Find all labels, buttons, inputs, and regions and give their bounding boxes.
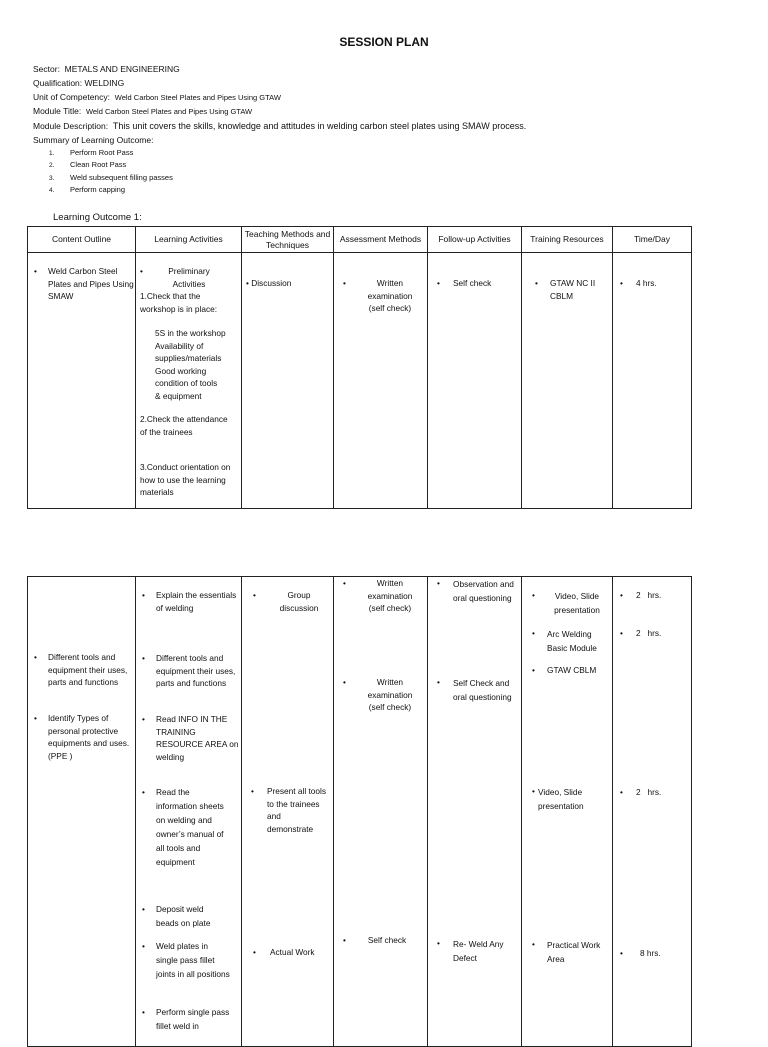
table-header-row [28,227,692,253]
bullet-icon: • [251,786,254,796]
teaching-actual-work: Actual Work [270,947,315,957]
bullet-icon: • [532,786,535,796]
outcome-item: 3. Weld subsequent filling passes [49,173,173,182]
bullet-icon: • [343,278,346,288]
time-cell [613,253,692,509]
outcome-item: 2. Clean Root Pass [49,160,127,169]
sector-value: METALS AND ENGINEERING [64,64,180,74]
bullet-icon: • [140,266,143,276]
bullet-icon: • [532,590,535,600]
resource-video-1: Video, Slide presentation [554,591,600,615]
time-value: 2 hrs. [636,628,662,638]
header-follow-up: Follow-up Activities [428,227,522,253]
bullet-icon: • [532,665,535,675]
content-outline-cell [28,253,136,509]
activity-read-info: • Read INFO IN THE TRAINING RESOURCE AREA on welding [156,713,240,763]
resource-gtaw-cblm: GTAW CBLM [547,665,597,675]
session-table-1 [27,226,692,509]
activity-tools: • Different tools and equipment their uses, parts and functions [156,652,240,690]
follow-up-cell [428,577,522,1047]
content-outline-ppe: • Identify Types of personal protective equipments and uses. (PPE ) [48,712,130,762]
bullet-icon: • [620,948,623,958]
activity-checklist: 5S in the workshop Availability of supplies/materials Good working condition of tools & equipment [155,328,226,401]
header-training-resources: Training Resources [522,227,613,253]
training-resources-cell [522,253,613,509]
activity-single-pass: • Perform single pass fillet weld in [156,1005,230,1033]
description-line: Module Description: This unit covers the skills, knowledge and attitudes in welding carbon steel plates using SMAW process. [33,121,527,131]
assessment-methods-cell [334,253,428,509]
assessment-self-check: Self check [367,935,407,945]
content-outline-text: • Weld Carbon Steel Plates and Pipes Using SMAW [48,265,134,303]
teaching-methods-cell: • Discussion [242,253,334,509]
teaching-present-tools: Present all tools to the trainees and demonstrate [267,786,327,834]
resource-video-2: Video, Slide presentation [538,787,584,811]
resource-arc-welding: Arc Welding Basic Module [547,629,597,653]
follow-up-self-check: Self Check and oral questioning [453,678,512,702]
resource-practical-area: Practical Work Area [547,940,601,964]
time-value: 2 hrs. [636,787,662,797]
bullet-icon: • [253,947,256,957]
preliminary-activities: Preliminary Activities [168,266,210,289]
qualification-line: Qualification: WELDING [33,78,125,88]
header-teaching-methods: Teaching Methods and Techniques [242,227,334,253]
bullet-icon: • [532,628,535,638]
unit-line: Unit of Competency: Weld Carbon Steel Plates and Pipes Using GTAW [33,92,281,102]
bullet-icon: • [343,677,346,687]
bullet-icon: • [620,787,623,797]
teaching-methods-cell [242,577,334,1047]
module-line: Module Title: Weld Carbon Steel Plates and Pipes Using GTAW [33,106,253,116]
activity-read-sheets: • Read the information sheets on welding and owner’s manual of all tools and equipment [156,785,228,869]
outcome-item: 1. Perform Root Pass [49,148,134,157]
assessment-text: Written examination (self check) [367,278,413,313]
time-cell [613,577,692,1047]
activity-orientation: 3.Conduct orientation on how to use the learning materials [140,462,231,497]
page-title: SESSION PLAN [339,35,429,49]
assessment-written-2: Written examination (self check) [367,677,413,712]
header-content-outline: Content Outline [28,227,136,253]
bullet-icon: • [253,590,256,600]
table-row [28,253,692,509]
assessment-methods-cell [334,577,428,1047]
activity-check-workshop: 1.Check that the workshop is in place: [140,291,218,314]
follow-up-cell [428,253,522,509]
unit-value: Weld Carbon Steel Plates and Pipes Using GTAW [114,93,281,102]
time-value: 8 hrs. [640,948,661,958]
sector-line: Sector: METALS AND ENGINEERING [33,64,180,74]
time-value: 2 hrs. [636,590,662,600]
table-row [28,577,692,1047]
outcome-item: 4. Perform capping [49,185,126,194]
follow-up-text: Self check [453,278,492,288]
description-value: This unit covers the skills, knowledge and attitudes in welding carbon steel plates using SMAW process. [112,121,527,131]
teaching-method-text: Discussion [251,278,292,288]
summary-label: Summary of Learning Outcome: [33,135,154,145]
content-outline-tools: • Different tools and equipment their uses, parts and functions [48,651,134,689]
follow-up-reweld: Re- Weld Any Defect [453,939,504,963]
follow-up-observation: Observation and oral questioning [453,579,514,603]
qualification-value: WELDING [84,78,125,88]
learning-outcome-heading: Learning Outcome 1: [53,212,142,223]
bullet-icon: • [437,677,440,687]
header-assessment-methods: Assessment Methods [334,227,428,253]
activity-check-attendance: 2.Check the attendance of the trainees [140,414,228,437]
bullet-icon: • [343,578,346,588]
bullet-icon: • [620,590,623,600]
teaching-group-discussion: Group discussion [279,590,319,613]
bullet-icon: • [620,628,623,638]
training-resources-cell [522,577,613,1047]
bullet-icon: • [532,939,535,949]
bullet-icon: • [620,278,623,288]
header-learning-activities: Learning Activities [136,227,242,253]
module-value: Weld Carbon Steel Plates and Pipes Using GTAW [85,107,253,116]
activity-weld-plates: • Weld plates in single pass fillet joints in all positions [156,939,230,981]
bullet-icon: • [437,938,440,948]
time-text: 4 hrs. [636,278,657,288]
content-outline-cell [28,577,136,1047]
learning-activities-cell [136,577,242,1047]
bullet-icon: • [343,935,346,945]
bullet-icon: • [437,278,440,288]
session-table-2 [27,576,692,1047]
activity-deposit-beads: • Deposit weld beads on plate [156,902,226,930]
learning-activities-cell [136,253,242,509]
resources-text: GTAW NC II CBLM [550,278,596,301]
bullet-icon: • [437,578,440,588]
header-time-day: Time/Day [613,227,692,253]
assessment-written-1: Written examination (self check) [367,578,413,613]
bullet-icon: • [535,278,538,288]
activity-explain: • Explain the essentials of welding [156,589,238,614]
